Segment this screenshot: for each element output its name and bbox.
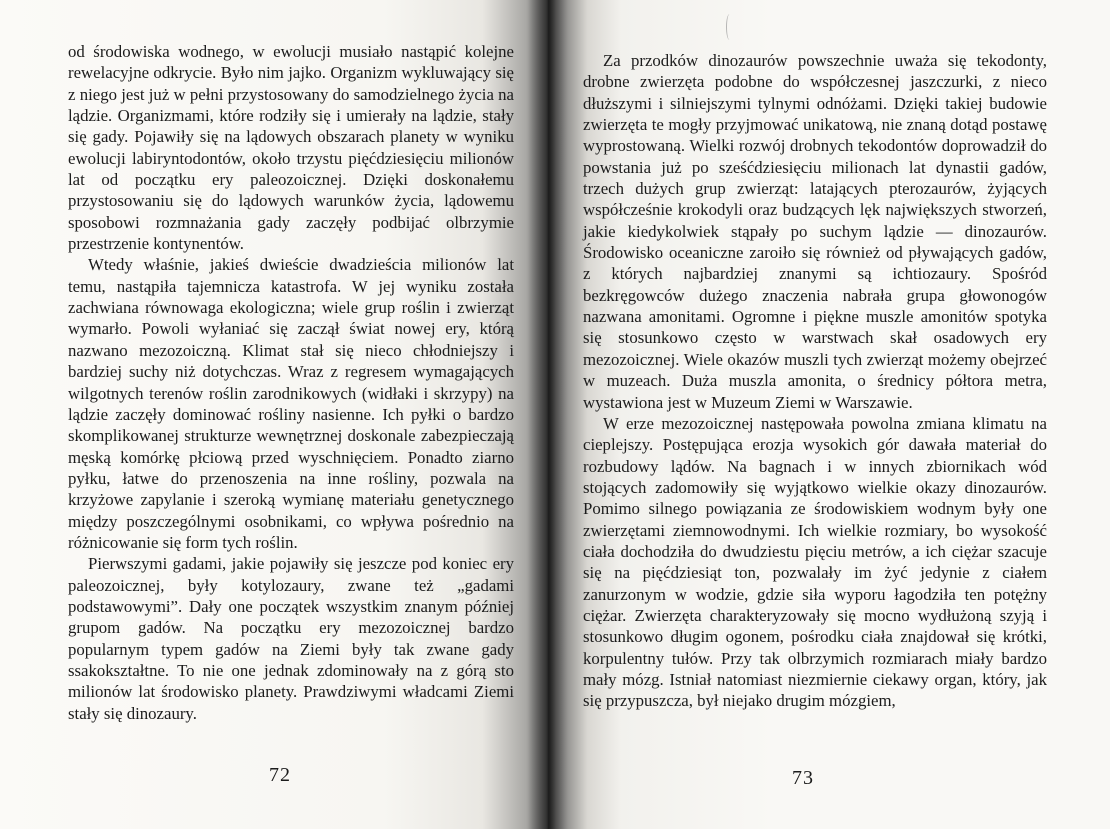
right-paragraph-2: W erze mezozoicznej następowała powolna zmiana klimatu na cieplejszy. Postępująca erozja wysokich gór dawała materiał do rozbudowy lądów. Na bagnach i w innych zbiornikach wód stojących zadomowiły się wyjątkowo wielkie okazy dinozaurów. Pomimo silnego powiązania ze środowiskiem wodnym były one zwierzętami ziemnowodnymi. Ich wielkie rozmiary, bo wysokość ciała dochodziła do dwudziestu pięciu metrów, a ich ciężar szacuje się na pięćdziesiąt ton, pozwalały im żyć jedynie z ciałem zanurzonym w wodzie, gdzie siła wyporu łagodziła ten potężny ciężar. Zwierzęta charakteryzowały się mocno wydłużoną szyją i stosunkowo długim ogonem, pośrodku ciała znajdował się krótki, korpulentny tułów. Przy tak olbrzymich rozmiarach miały bardzo mały mózg. Istniał natomiast niezmiernie ciekawy organ, który, jak się przypuszcza, był niejako drugim mózgiem, [583,413,1047,711]
right-paragraph-1: Za przodków dinozaurów powszechnie uważa się tekodonty, drobne zwierzęta podobne do współczesnej jaszczurki, z nieco dłuższymi i silniejszymi tylnymi odnóżami. Dzięki takiej budowie zwierzęta te mogły przyjmować unikatową, nie znaną dotąd postawę wyprostowaną. Wielki rozwój drobnych tekodontów doprowadził do powstania już po sześćdziesięciu milionach lat dynastii gadów, trzech dużych grup zwierząt: latających pterozaurów, żyjących współcześnie krokodyli oraz budzących lęk największych stworzeń, jakie kiedykolwiek stąpały po suchym lądzie — dinozaurów. Środowisko oceaniczne zaroiło się również od pływających gadów, z których najbardziej znanymi są ichtiozaury. Spośród bezkręgowców dużego znaczenia nabrała grupa głowonogów nazwana amonitami. Ogromne i piękne muszle amonitów spotyka się stosunkowo często w warstwach skał osadowych ery mezozoicznej. Wiele okazów muszli tych zwierząt możemy obejrzeć w muzeach. Duża muszla amonita, o średnicy półtora metra, wystawiona jest w Muzeum Ziemi w Warszawie. [583,51,1047,412]
left-page-body [68,41,514,724]
paper-mark [726,14,733,40]
left-paragraph-1: od środowiska wodnego, w ewolucji musiało nastąpić kolejne rewelacyjne odkrycie. Było nim jajko. Organizm wykluwający się z niego jest już w pełni przystosowany do samodzielnego życia na lądzie. Organizmami, które rodziły się i umierały na lądzie, stały się gady. Pojawiły się na lądowych obszarach planety w wyniku ewolucji labiryntodontów, około trzystu pięćdziesięciu milionów lat od początku ery paleozoicznej. Dzięki doskonałemu przystosowaniu się do lądowych warunków życia, lądowemu sposobowi rozmnażania gady zaczęły podbijać olbrzymie przestrzenie kontynentów. [68,42,514,254]
right-page-body [583,50,1047,712]
left-page-number: 72 [269,764,291,786]
left-paragraph-3: Pierwszymi gadami, jakie pojawiły się jeszcze pod koniec ery paleozoicznej, były kotylozaury, zwane też „gadami podstawowymi”. Dały one początek wszystkim znanym później grupom gadów. Na początku ery mezozoicznej bardzo popularnym typem gadów na Ziemi były tak zwane gady ssakokształtne. To nie one jednak zdominowały na z górą sto milionów lat środowisko planety. Prawdziwymi władcami Ziemi stały się dinozaury. [68,554,514,723]
book-gutter [528,0,568,829]
right-page [548,0,1110,829]
left-paragraph-2: Wtedy właśnie, jakieś dwieście dwadzieścia milionów lat temu, nastąpiła tajemnicza katastrofa. W jej wyniku została zachwiana równowaga ekologiczna; wiele grup roślin i zwierząt wymarło. Powoli wyłaniać się zaczął świat nowej ery, którą nazwano mezozoiczną. Klimat stał się nieco chłodniejszy i bardziej suchy niż dotychczas. Wraz z regresem wymagających wilgotnych terenów roślin zarodnikowych (widłaki i skrzypy) na lądzie zaczęły dominować rośliny nasienne. Ich pyłki o bardzo skomplikowanej strukturze wewnętrznej doskonale zabezpieczają męską komórkę płciową przed wyschnięciem. Ponadto ziarno pyłku, łatwe do przenoszenia na inne rośliny, pozwala na krzyżowe zapylanie i szeroką wymianę materiału genetycznego między poszczególnymi osobnikami, co wpływa pośrednio na różnicowanie się form tych roślin. [68,255,514,552]
right-page-number: 73 [792,767,814,789]
left-page [0,0,548,829]
